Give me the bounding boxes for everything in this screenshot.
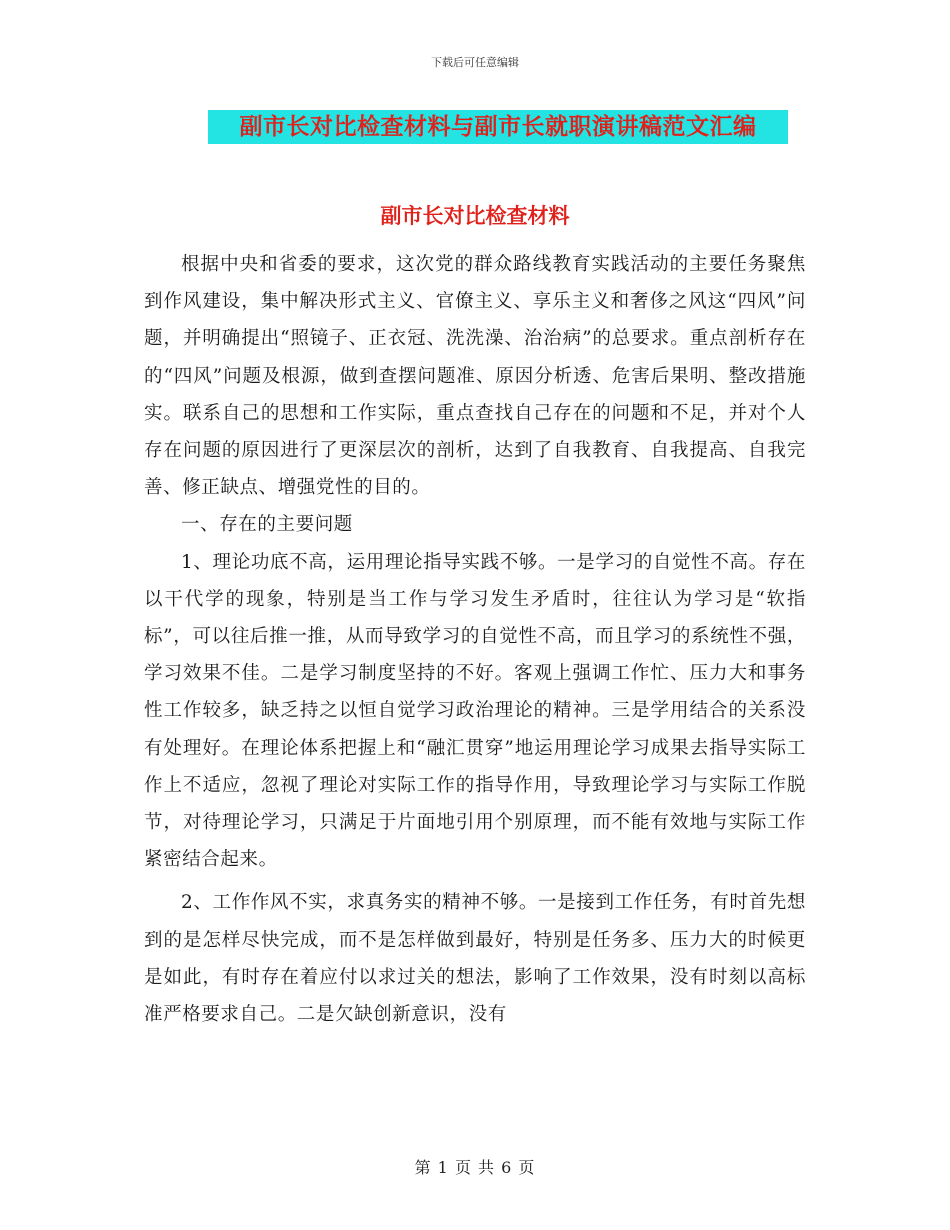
- section-title: 副市长对比检查材料: [380, 203, 570, 228]
- paragraph-heading-issues: 一、存在的主要问题: [181, 514, 353, 536]
- paragraph-intro: 根据中央和省委的要求，这次党的群众路线教育实践活动的主要任务聚焦到作风建设，集中解决形式主义、官僚主义、享乐主义和奢侈之风这“四风”问题，并明确提出“照镜子、正衣冠、洗洗澡、治治病”的总要求。重点剖析存在的“四风”问题及根源，做到查摆问题准、原因分析透、危害后果明、整改措施实。联系自己的思想和工作实际，重点查找自己存在的问题和不足，并对个人存在问题的原因进行了更深层次的剖析，达到了自我教育、自我提高、自我完善、修正缺点、增强党性的目的。: [144, 254, 806, 499]
- document-title-highlight: [208, 110, 788, 144]
- paragraph-issue-2: 2、工作作风不实，求真务实的精神不够。一是接到工作任务，有时首先想到的是怎样尽快完成，而不是怎样做到最好，特别是任务多、压力大的时候更是如此，有时存在着应付以求过关的想法，影响了工作效果，没有时刻以高标准严格要求自己。二是欠缺创新意识，没有: [144, 892, 806, 1026]
- page-header-note: 下载后可任意编辑: [431, 56, 519, 69]
- page-number: 第 1 页 共 6 页: [414, 1158, 536, 1177]
- paragraph-issue-1: 1、理论功底不高，运用理论指导实践不够。一是学习的自觉性不高。存在以干代学的现象，特别是当工作与学习发生矛盾时，往往认为学习是“软指标”，可以往后推一推，从而导致学习的自觉性不高，而且学习的系统性不强，学习效果不佳。二是学习制度坚持的不好。客观上强调工作忙、压力大和事务性工作较多，缺乏持之以恒自觉学习政治理论的精神。三是学用结合的关系没有处理好。在理论体系把握上和“融汇贯穿”地运用理论学习成果去指导实际工作上不适应，忽视了理论对实际工作的指导作用，导致理论学习与实际工作脱节，对待理论学习，只满足于片面地引用个别原理，而不能有效地与实际工作紧密结合起来。: [144, 551, 806, 871]
- document-title: 副市长对比检查材料与副市长就职演讲稿范文汇编: [239, 113, 757, 140]
- body-text: [144, 246, 806, 1033]
